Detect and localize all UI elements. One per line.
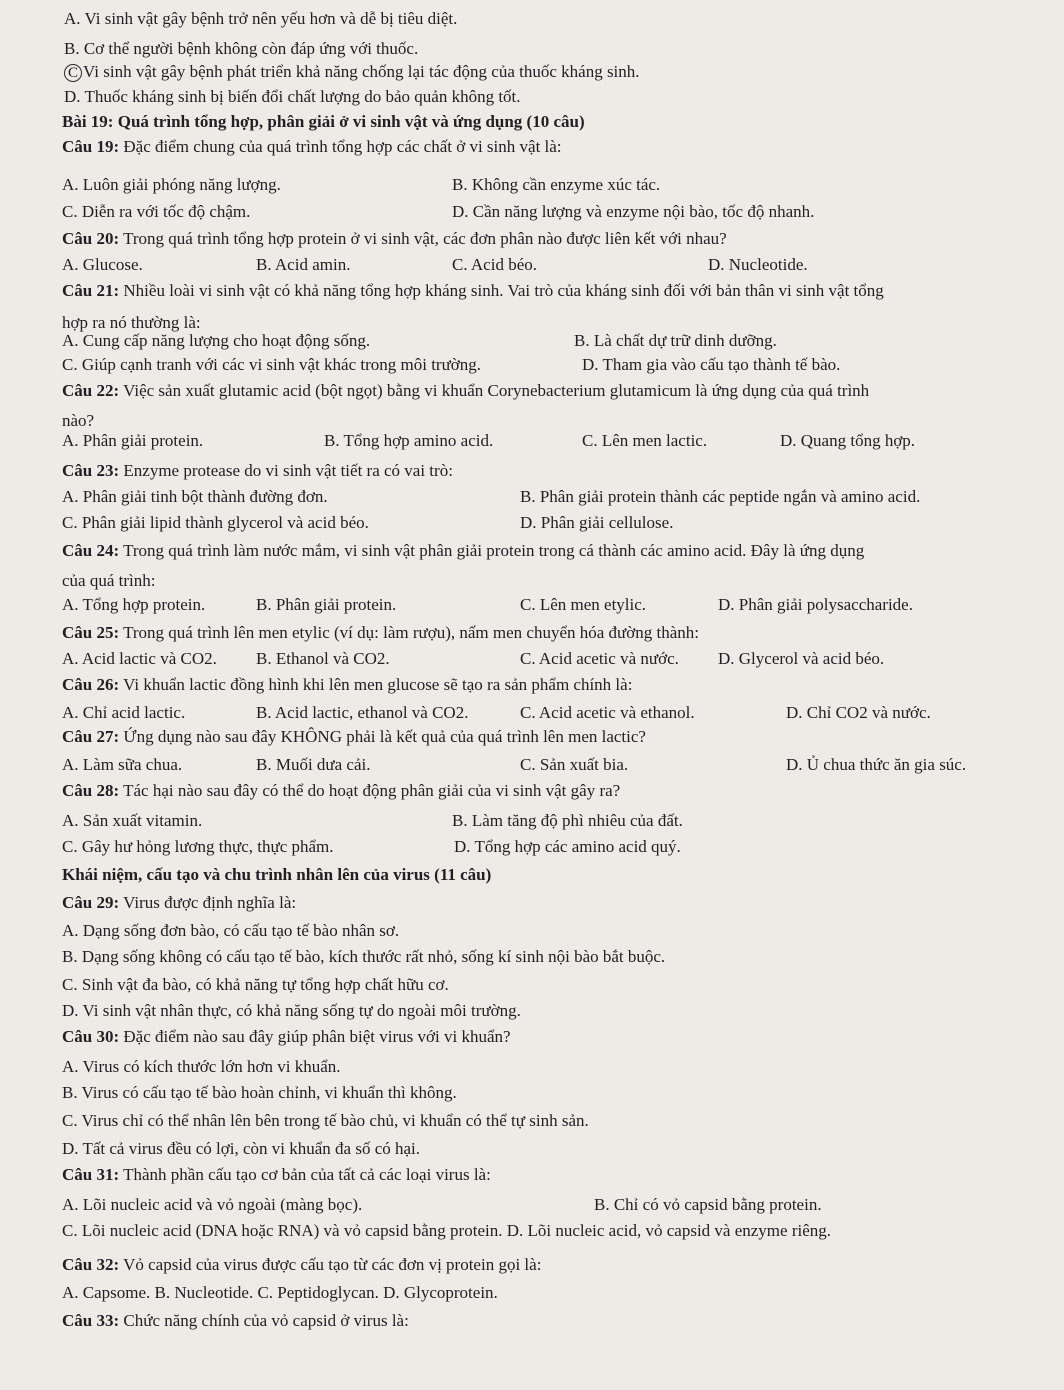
answer-option: Khái niệm, cấu tạo và chu trình nhân lên của virus (11 câu) bbox=[62, 865, 492, 884]
answer-option: A. Sản xuất vitamin. bbox=[62, 811, 203, 830]
answer-option: Bài 19: Quá trình tổng hợp, phân giải ở vi sinh vật và ứng dụng (10 câu) bbox=[62, 112, 585, 131]
answer-option: D. Quang tổng hợp. bbox=[780, 431, 916, 450]
answer-option: D. Phân giải cellulose. bbox=[520, 513, 674, 532]
text-line bbox=[62, 174, 1058, 196]
question-line bbox=[62, 136, 562, 158]
question-line bbox=[62, 1164, 491, 1186]
answer-option: D. Nucleotide. bbox=[708, 255, 808, 274]
text-line bbox=[64, 61, 640, 83]
answer-option: B. Acid lactic, ethanol và CO2. bbox=[256, 703, 469, 722]
answer-option: C. Acid acetic và ethanol. bbox=[520, 703, 695, 722]
answer-option: D. Chỉ CO2 và nước. bbox=[786, 703, 931, 722]
answer-option: hợp ra nó thường là: bbox=[62, 313, 201, 332]
question-text: Vi khuẩn lactic đồng hình khi lên men glucose sẽ tạo ra sản phẩm chính là: bbox=[123, 675, 633, 694]
answer-option: B. Chỉ có vỏ capsid bằng protein. bbox=[594, 1195, 822, 1214]
text-line bbox=[62, 354, 1058, 376]
text-line bbox=[62, 570, 155, 592]
answer-option: D. Tham gia vào cấu tạo thành tế bào. bbox=[582, 355, 841, 374]
answer-option: C. Diễn ra với tốc độ chậm. bbox=[62, 202, 251, 221]
question-text: Virus được định nghĩa là: bbox=[123, 893, 297, 912]
text-line bbox=[62, 648, 1058, 670]
question-text: Nhiều loài vi sinh vật có khả năng tổng hợp kháng sinh. Vai trò của kháng sinh đối với bản thân vi sinh vật tổng bbox=[123, 281, 884, 300]
text-line bbox=[62, 430, 1058, 452]
question-line bbox=[62, 726, 646, 748]
question-line bbox=[62, 892, 296, 914]
answer-option bbox=[64, 62, 640, 81]
question-line bbox=[62, 540, 864, 562]
answer-option: D. Phân giải polysaccharide. bbox=[718, 595, 913, 614]
question-label: Câu 31: bbox=[62, 1165, 120, 1184]
question-label: Câu 21: bbox=[62, 281, 120, 300]
question-text: Enzyme protease do vi sinh vật tiết ra có vai trò: bbox=[123, 461, 453, 480]
question-text: Ứng dụng nào sau đây KHÔNG phải là kết quả của quá trình lên men lactic? bbox=[123, 727, 646, 746]
answer-option: A. Phân giải tinh bột thành đường đơn. bbox=[62, 487, 328, 506]
answer-option: C. Lên men lactic. bbox=[582, 431, 708, 450]
text-line bbox=[62, 201, 1058, 223]
text-line bbox=[62, 974, 449, 996]
question-text: Đặc điểm nào sau đây giúp phân biệt virus với vi khuẩn? bbox=[123, 1027, 511, 1046]
question-label: Câu 23: bbox=[62, 461, 120, 480]
text-line bbox=[62, 1220, 831, 1242]
question-line bbox=[62, 228, 727, 250]
answer-option: D. Tổng hợp các amino acid quý. bbox=[454, 837, 681, 856]
question-line bbox=[62, 1310, 409, 1332]
question-line bbox=[62, 780, 620, 802]
question-line bbox=[62, 1026, 511, 1048]
answer-option: C. Sản xuất bia. bbox=[520, 755, 629, 774]
question-text: Chức năng chính của vỏ capsid ở virus là: bbox=[123, 1311, 409, 1330]
question-label: Câu 29: bbox=[62, 893, 120, 912]
section-heading bbox=[62, 111, 585, 133]
text-line bbox=[62, 810, 1058, 832]
answer-option: C. Gây hư hỏng lương thực, thực phẩm. bbox=[62, 837, 334, 856]
answer-option: A. Lõi nucleic acid và vỏ ngoài (màng bọc). bbox=[62, 1195, 363, 1214]
text-line bbox=[62, 1056, 340, 1078]
question-line bbox=[62, 674, 632, 696]
text-line bbox=[62, 486, 1058, 508]
answer-option: A. Chỉ acid lactic. bbox=[62, 703, 186, 722]
text-line bbox=[62, 594, 1058, 616]
answer-option: nào? bbox=[62, 411, 95, 430]
text-line bbox=[64, 86, 521, 108]
answer-option: C. Virus chỉ có thể nhân lên bên trong tế bào chủ, vi khuẩn có thể tự sinh sản. bbox=[62, 1111, 589, 1130]
text-line bbox=[62, 254, 1058, 276]
question-label: Câu 30: bbox=[62, 1027, 120, 1046]
question-label: Câu 27: bbox=[62, 727, 120, 746]
answer-option: B. Phân giải protein thành các peptide ngắn và amino acid. bbox=[520, 487, 921, 506]
answer-option: C. Lõi nucleic acid (DNA hoặc RNA) và vỏ capsid bằng protein. D. Lõi nucleic acid, vỏ capsid và enzyme riêng. bbox=[62, 1221, 832, 1240]
answer-option: B. Phân giải protein. bbox=[256, 595, 397, 614]
question-line bbox=[62, 1254, 541, 1276]
answer-option: B. Dạng sống không có cấu tạo tế bào, kích thước rất nhỏ, sống kí sinh nội bào bắt buộc. bbox=[62, 947, 666, 966]
answer-option: B. Không cần enzyme xúc tác. bbox=[452, 175, 661, 194]
question-label: Câu 28: bbox=[62, 781, 120, 800]
answer-option: A. Glucose. bbox=[62, 255, 143, 274]
question-text: Thành phần cấu tạo cơ bản của tất cả các loại virus là: bbox=[123, 1165, 491, 1184]
answer-option: D. Cần năng lượng và enzyme nội bào, tốc độ nhanh. bbox=[452, 202, 815, 221]
text-line bbox=[62, 754, 1058, 776]
answer-option: C. Lên men etylic. bbox=[520, 595, 647, 614]
question-line bbox=[62, 622, 699, 644]
question-text: Đặc điểm chung của quá trình tổng hợp các chất ở vi sinh vật là: bbox=[123, 137, 562, 156]
option-text: Vi sinh vật gây bệnh phát triển khả năng chống lại tác động của thuốc kháng sinh. bbox=[83, 62, 640, 81]
answer-option: B. Ethanol và CO2. bbox=[256, 649, 390, 668]
answer-option: D. Thuốc kháng sinh bị biến đổi chất lượng do bảo quản không tốt. bbox=[64, 87, 521, 106]
text-line bbox=[62, 1194, 1058, 1216]
answer-option: C. Phân giải lipid thành glycerol và acid béo. bbox=[62, 513, 369, 532]
question-label: Câu 20: bbox=[62, 229, 120, 248]
question-label: Câu 32: bbox=[62, 1255, 120, 1274]
answer-option: A. Capsome. B. Nucleotide. C. Peptidoglycan. D. Glycoprotein. bbox=[62, 1283, 498, 1302]
answer-option: C. Acid béo. bbox=[452, 255, 537, 274]
answer-option: A. Virus có kích thước lớn hơn vi khuẩn. bbox=[62, 1057, 341, 1076]
text-line bbox=[62, 1000, 521, 1022]
question-text: Việc sản xuất glutamic acid (bột ngọt) bằng vi khuẩn Corynebacterium glutamicum là ứng dụng của quá trình bbox=[123, 381, 870, 400]
text-line bbox=[62, 512, 1058, 534]
question-text: Trong quá trình lên men etylic (ví dụ: làm rượu), nấm men chuyển hóa đường thành: bbox=[123, 623, 700, 642]
answer-option: C. Acid acetic và nước. bbox=[520, 649, 679, 668]
question-label: Câu 22: bbox=[62, 381, 120, 400]
answer-option: B. Cơ thể người bệnh không còn đáp ứng với thuốc. bbox=[64, 39, 419, 58]
answer-option: A. Phân giải protein. bbox=[62, 431, 204, 450]
question-text: Trong quá trình làm nước mắm, vi sinh vật phân giải protein trong cá thành các amino acid. Đây là ứng dụng bbox=[123, 541, 865, 560]
question-line bbox=[62, 460, 453, 482]
answer-option: C. Sinh vật đa bào, có khả năng tự tổng hợp chất hữu cơ. bbox=[62, 975, 449, 994]
section-heading bbox=[62, 864, 491, 886]
answer-option: D. Tất cả virus đều có lợi, còn vi khuẩn đa số có hại. bbox=[62, 1139, 421, 1158]
question-text: Trong quá trình tổng hợp protein ở vi sinh vật, các đơn phân nào được liên kết với nhau? bbox=[123, 229, 727, 248]
answer-option: B. Tổng hợp amino acid. bbox=[324, 431, 494, 450]
text-line bbox=[62, 1138, 420, 1160]
text-line bbox=[64, 38, 418, 60]
text-line bbox=[62, 920, 399, 942]
answer-option: B. Acid amin. bbox=[256, 255, 351, 274]
answer-option: A. Vi sinh vật gây bệnh trở nên yếu hơn và dễ bị tiêu diệt. bbox=[64, 9, 458, 28]
answer-option: A. Tổng hợp protein. bbox=[62, 595, 206, 614]
answer-option: B. Muối dưa cải. bbox=[256, 755, 371, 774]
question-text: Vỏ capsid của virus được cấu tạo từ các đơn vị protein gọi là: bbox=[123, 1255, 542, 1274]
answer-option: D. Ủ chua thức ăn gia súc. bbox=[786, 755, 967, 774]
question-label: Câu 33: bbox=[62, 1311, 120, 1330]
question-line bbox=[62, 380, 869, 402]
answer-option: B. Virus có cấu tạo tế bào hoàn chỉnh, vi khuẩn thì không. bbox=[62, 1083, 457, 1102]
question-line bbox=[62, 280, 884, 302]
answer-option: D. Vi sinh vật nhân thực, có khả năng sống tự do ngoài môi trường. bbox=[62, 1001, 521, 1020]
question-label: Câu 25: bbox=[62, 623, 120, 642]
text-line bbox=[62, 1282, 498, 1304]
answer-option: A. Luôn giải phóng năng lượng. bbox=[62, 175, 281, 194]
text-line bbox=[62, 410, 94, 432]
text-line bbox=[62, 330, 1058, 352]
answer-option: A. Làm sữa chua. bbox=[62, 755, 183, 774]
question-label: Câu 19: bbox=[62, 137, 120, 156]
circled-answer-mark: C bbox=[64, 64, 82, 82]
answer-option: A. Acid lactic và CO2. bbox=[62, 649, 217, 668]
text-line bbox=[62, 836, 1058, 858]
text-line bbox=[62, 702, 1058, 724]
answer-option: A. Cung cấp năng lượng cho hoạt động sống. bbox=[62, 331, 371, 350]
answer-option: A. Dạng sống đơn bào, có cấu tạo tế bào nhân sơ. bbox=[62, 921, 400, 940]
question-label: Câu 24: bbox=[62, 541, 120, 560]
text-line bbox=[62, 1110, 589, 1132]
answer-option: D. Glycerol và acid béo. bbox=[718, 649, 885, 668]
answer-option: B. Là chất dự trữ dinh dưỡng. bbox=[574, 331, 777, 350]
answer-option: của quá trình: bbox=[62, 571, 156, 590]
question-text: Tác hại nào sau đây có thể do hoạt động phân giải của vi sinh vật gây ra? bbox=[123, 781, 621, 800]
text-line bbox=[62, 946, 665, 968]
answer-option: C. Giúp cạnh tranh với các vi sinh vật khác trong môi trường. bbox=[62, 355, 482, 374]
text-line bbox=[62, 1082, 457, 1104]
answer-option: B. Làm tăng độ phì nhiêu của đất. bbox=[452, 811, 683, 830]
question-label: Câu 26: bbox=[62, 675, 120, 694]
text-line bbox=[64, 8, 457, 30]
